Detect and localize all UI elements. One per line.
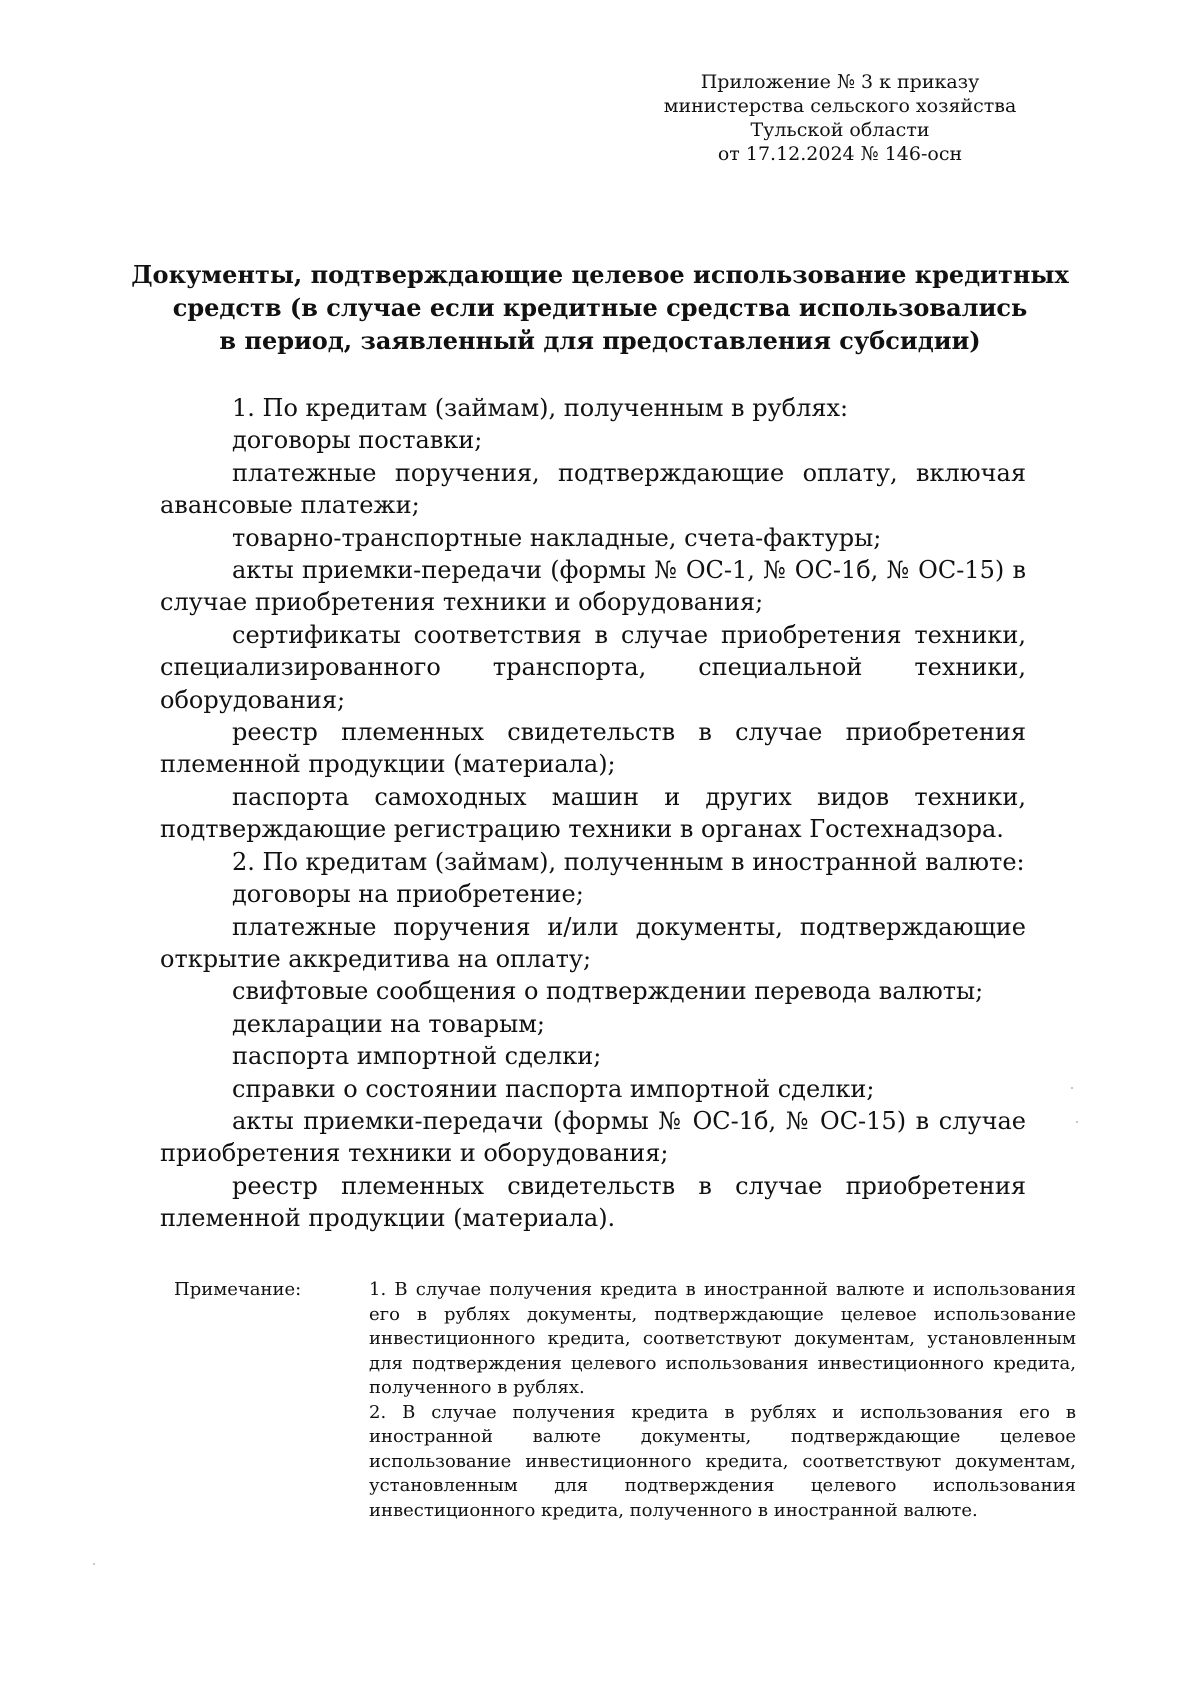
note-body bbox=[369, 1278, 1076, 1523]
list-item: паспорта самоходных машин и других видов техники, подтверждающие регистрацию техники в органах Гостехнадзора. bbox=[160, 782, 1026, 844]
list-item: договоры поставки; bbox=[232, 426, 483, 455]
list-item: свифтовые сообщения о подтверждении перевода валюты; bbox=[232, 977, 984, 1006]
list-item: платежные поручения и/или документы, подтверждающие открытие аккредитива на оплату; bbox=[160, 912, 1026, 973]
header-line: министерства сельского хозяйства bbox=[663, 95, 1017, 117]
note-paragraph: 2. В случае получения кредита в рублях и использования его в иностранной валюте документы, подтверждающие целевое использование инвестиционного кредита, соответствуют документам, установленным для подтверждения целевого использования инвестиционного кредита, полученного в иностранной валюте. bbox=[369, 1401, 1076, 1521]
document-title bbox=[130, 258, 1070, 357]
list-item: реестр племенных свидетельств в случае приобретения племенной продукции (материала). bbox=[160, 1171, 1026, 1233]
title-line: в период, заявленный для предоставления субсидии) bbox=[219, 326, 981, 355]
approval-header bbox=[640, 70, 1040, 166]
header-line: Тульской области bbox=[750, 119, 930, 141]
header-line: от 17.12.2024 № 146-осн bbox=[717, 143, 963, 165]
list-item: реестр племенных свидетельств в случае приобретения племенной продукции (материала); bbox=[160, 718, 1026, 779]
header-line: Приложение № 3 к приказу bbox=[700, 71, 980, 93]
title-line: средств (в случае если кредитные средства использовались bbox=[172, 293, 1028, 322]
note-paragraph: 1. В случае получения кредита в иностранной валюте и использования его в рублях документы, подтверждающие целевое использование инвестиционного кредита, соответствуют документам, установленным для подтверждения целевого использования инвестиционного кредита, полученного в рублях. bbox=[369, 1279, 1076, 1398]
section-2-heading: 2. По кредитам (займам), полученным в иностранной валюте: bbox=[232, 847, 1025, 876]
list-item: паспорта импортной сделки; bbox=[232, 1042, 602, 1071]
list-item: декларации на товарым; bbox=[232, 1009, 545, 1038]
list-item: договоры на приобретение; bbox=[232, 880, 584, 909]
title-line: Документы, подтверждающие целевое использование кредитных bbox=[131, 260, 1069, 289]
list-item: сертификаты соответствия в случае приобретения техники, специализированного транспорта, специальной техники, оборудования; bbox=[160, 620, 1026, 714]
list-item: платежные поручения, подтверждающие оплату, включая авансовые платежи; bbox=[160, 458, 1026, 520]
section-1-heading: 1. По кредитам (займам), полученным в рублях: bbox=[232, 394, 849, 422]
scan-speck bbox=[1071, 1087, 1073, 1089]
list-item: справки о состоянии паспорта импортной сделки; bbox=[232, 1074, 875, 1103]
list-item: акты приемки-передачи (формы № ОС-1б, № ОС-15) в случае приобретения техники и оборудования; bbox=[160, 1106, 1026, 1168]
scan-speck bbox=[1076, 1121, 1078, 1123]
list-item: акты приемки-передачи (формы № ОС-1, № ОС-1б, № ОС-15) в случае приобретения техники и оборудования; bbox=[160, 556, 1026, 617]
document-body bbox=[160, 392, 1026, 1235]
list-item: товарно-транспортные накладные, счета-фактуры; bbox=[232, 523, 882, 552]
scan-speck bbox=[93, 1563, 95, 1565]
note-label: Примечание: bbox=[174, 1279, 302, 1300]
